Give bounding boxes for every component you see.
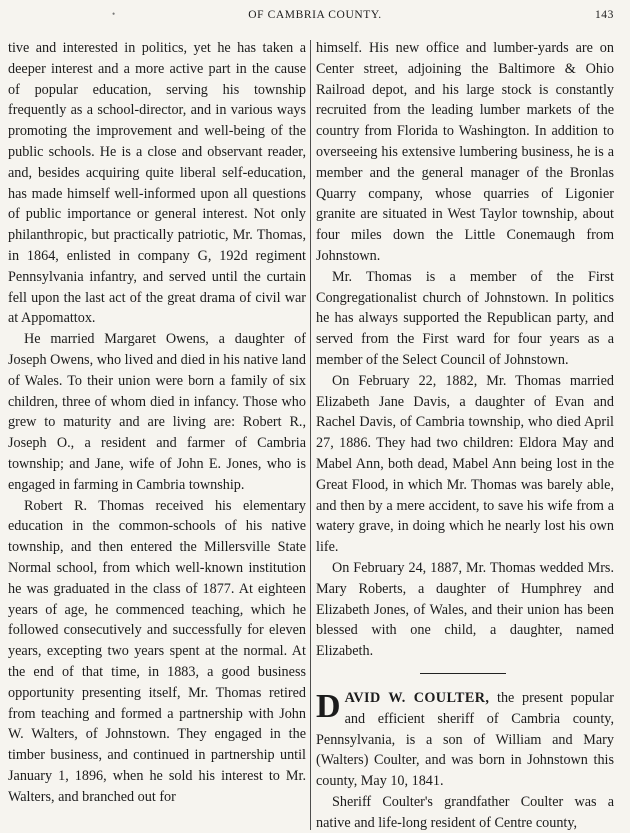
column-divider [310, 40, 311, 830]
left-paragraph-1: tive and interested in politics, yet he has taken a deeper interest and a more active part in the cause of popular education, serving his township frequently as a school-director, and in various ways promoting the improvement and well-being of the public schools. He is a close and observant reader, and, besides acquiring quite liberal self-education, has made himself well-informed upon all questions of public importance or general interest. Not only philanthropic, but practically patriotic, Mr. Thomas, in 1864, enlisted in company G, 192d regiment Pennsylvania infantry, and served until the curtain fell upon the last act of the great drama of civil war at Appomattox. [8, 40, 306, 327]
entry-subject-name: AVID W. COULTER, [344, 689, 490, 706]
right-paragraph-4: On February 24, 1887, Mr. Thomas wedded Mrs. Mary Roberts, a daughter of Humphrey and Elizabeth Jones, of Wales, and their union has been blessed with one child, a daughter, named Elizabeth. [316, 559, 614, 660]
left-paragraph-2: He married Margaret Owens, a daughter of Joseph Owens, who lived and died in his native land of Wales. To their union were born a family of six children, three of whom died in infancy. Those who grew to maturity and are living are: Robert R., Joseph O., a resident and farmer of Cambria township; and Jane, wife of John E. Jones, who is engaged in farming in Cambria township. [8, 331, 306, 493]
right-paragraph-1: himself. His new office and lumber-yards are on Center street, adjoining the Baltimore & Ohio Railroad depot, and his large stock is constantly recruited from the leading lumber markets of the country from Florida to Washington. In addition to overseeing his extensive lumbering business, he is a member and the general manager of the Bronlas Quarry company, whose quarries of Ligonier granite are situated in West Taylor township, about four miles down the Little Conemaugh from Johnstown. [316, 40, 614, 264]
header-mark: • [112, 9, 116, 19]
new-entry-paragraph [316, 688, 614, 792]
page-number: 143 [594, 9, 614, 21]
separator-rule [420, 673, 506, 674]
entry-next-paragraph: Sheriff Coulter's grandfather Coulter was a native and life-long resident of Centre county, [316, 793, 614, 831]
running-title: OF CAMBRIA COUNTY. [248, 9, 382, 21]
right-column [316, 38, 614, 833]
page-header [0, 9, 630, 27]
right-paragraph-3: On February 22, 1882, Mr. Thomas married Elizabeth Jane Davis, a daughter of Evan and Rachel Davis, of Cambria township, who died April 27, 1886. They had two children: Eldora May and Mabel Ann, both dead, Mabel Ann being lost in the Great Flood, in which Mr. Thomas was barely able, and then by a mere accident, to save his wife from a watery grave, in doing which he nearly lost his own life. [316, 372, 614, 556]
section-separator [316, 662, 614, 688]
right-paragraph-2: Mr. Thomas is a member of the First Congregationalist church of Johnstown. In politics he has always supported the Republican party, and served from the First ward for four years as a member of the Select Council of Johnstown. [316, 268, 614, 368]
left-column [8, 38, 306, 807]
entry-opening-text: the present popular and efficient sheriff of Cambria county, Pennsylvania, is a son of William and Mary (Walters) Coulter, and was born in Johnstown this county, May 10, 1841. [316, 689, 614, 790]
drop-cap: D [316, 687, 341, 725]
left-paragraph-3: Robert R. Thomas received his elementary education in the common-schools of his native township, and then entered the Millersville State Normal school, from which well-known institution he was graduated in the class of 1877. At eighteen years of age, he commenced teaching, which he followed consecutively and successfully for eleven years, excepting two years spent at the normal. At the end of that time, in 1883, a good business opportunity presenting itself, Mr. Thomas retired from teaching and formed a partnership with John W. Walters, of Johnstown. They engaged in the timber business, and continued in partnership until January 1, 1896, when he sold his interest to Mr. Walters, and branched out for [8, 497, 306, 805]
